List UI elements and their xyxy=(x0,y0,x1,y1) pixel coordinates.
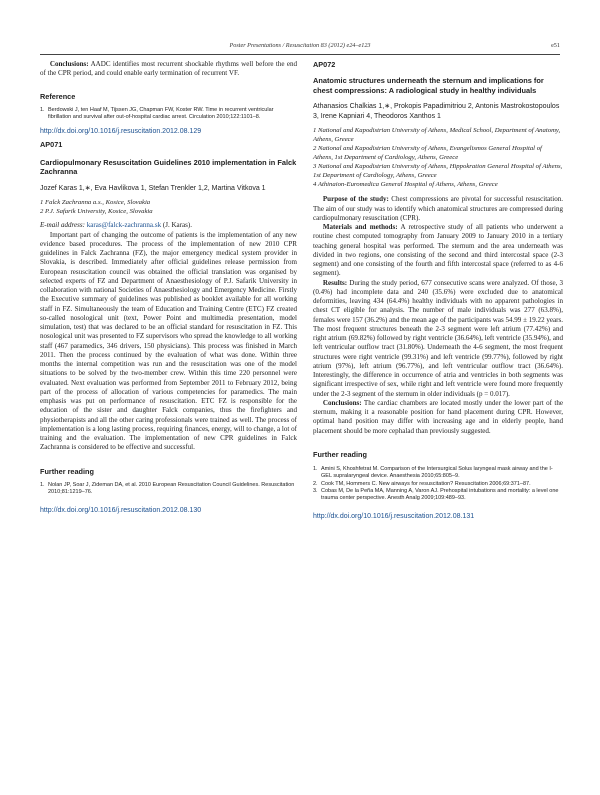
purpose-label: Purpose of the study: xyxy=(322,195,389,204)
further-reading-text: Amini S, Khoshfetrat M. Comparison of the Intersurgical Solus laryngeal mask airway and the I-GEL supralaryngeal device. Anaesthesia 2010;65:805–9. xyxy=(321,466,553,480)
conclusions-paragraph xyxy=(313,399,563,436)
results-label: Results: xyxy=(322,278,348,287)
header-rule xyxy=(40,54,560,55)
further-reading-text: Cook TM, Hommers C. New airways for resuscitation? Resuscitation 2006;69:371–87. xyxy=(321,480,531,487)
left-column xyxy=(40,58,297,516)
conclusions-label: Conclusions: xyxy=(322,398,362,407)
conclusions-text: The cardiac chambers are located mostly under the lower part of the sternum, making it a reasonable position for hand placement during CPR. However, optimal hand position may differ with increasing age and in elderly people, hand placement should be more cephalad than previously suggested. xyxy=(313,398,563,435)
right-column xyxy=(313,58,563,521)
abstract-title: Cardiopulmonary Resuscitation Guidelines 2010 implementation in Falck Zachranna xyxy=(40,157,297,177)
affiliation-3: 3 National and Kapodistrian University of Athens, Hippokration General Hospital of Athens, 1st Department of Cardiology, Athens, Greece xyxy=(313,163,563,180)
further-reading-heading: Further reading xyxy=(313,449,367,459)
purpose-paragraph xyxy=(313,195,563,223)
abstract-title: Anatomic structures underneath the sternum and implications for chest compressions: A radiological study in healthy individuals xyxy=(313,76,544,95)
affiliation-2: 2 P.J. Safarik University, Kosice, Slovakia xyxy=(40,208,153,216)
reference-text: Berdowski J, ten Haaf M, Tijssen JG, Chapman FW, Koster RW. Time in recurrent ventricular fibrillation and survival after out-of-hospital cardiac arrest. Circulation 2010;122:1101–8. xyxy=(48,106,274,120)
abstract-code: AP072 xyxy=(313,60,336,69)
email-address[interactable]: karas@falck-zachranna.sk xyxy=(86,221,162,230)
affiliation-2: 2 National and Kapodistrian University of Athens, Evangelismos General Hospital of Athens, 1st Department of Cardiology, Athens, Greece xyxy=(313,145,542,162)
further-reading-text: Nolan JP, Soar J, Zideman DA, et al. 2010 European Resuscitation Council Guidelines. Resuscitation 2010;81:1219–76. xyxy=(48,481,295,496)
doi-link[interactable]: http://dx.doi.org/10.1016/j.resuscitation.2012.08.129 xyxy=(40,128,202,136)
methods-label: Materials and methods: xyxy=(322,223,398,232)
further-reading-text: Cobas M, De la Peña MA, Manning A, Varon AJ. Prehospital intubations and mortality: a level one trauma center perspective. Anesth Analg 2009;109:489–93. xyxy=(321,487,559,501)
author-list: Jozef Karas 1,∗, Eva Havlikova 1, Stefan Trenkler 1,2, Martina Vitkova 1 xyxy=(40,184,266,192)
running-header xyxy=(40,42,560,54)
affiliation-1: 1 Falck Zachranna a.s., Kosice, Slovakia xyxy=(40,199,151,207)
affiliation-1: 1 National and Kapodistrian University of Athens, Medical School, Department of Anatomy, Athens, Greece xyxy=(313,127,561,144)
further-reading-item: 2. Cook TM, Hommers C. New airways for resuscitation? Resuscitation 2006;69:371–87. xyxy=(313,480,531,487)
doi-link[interactable]: http://dx.doi.org/10.1016/j.resuscitation.2012.08.130 xyxy=(40,507,202,515)
further-reading-heading: Further reading xyxy=(40,466,94,476)
conclusions-paragraph xyxy=(40,60,297,79)
further-reading-item: 1. Amini S, Khoshfetrat M. Comparison of the Intersurgical Solus laryngeal mask airway and the I-GEL supralaryngeal device. Anaesthesia 2010;65:805–9. xyxy=(313,466,563,480)
email-label: E-mail address: xyxy=(40,221,87,230)
affiliation-4: 4 Athinaion-Euromedica General Hospital of Athens, Athens, Greece xyxy=(313,181,498,189)
further-reading-item: 3. Cobas M, De la Peña MA, Manning A, Varon AJ. Prehospital intubations and mortality: a level one trauma center perspective. Anesth Analg 2009;109:489–93. xyxy=(313,488,563,502)
doi-link[interactable]: http://dx.doi.org/10.1016/j.resuscitation.2012.08.131 xyxy=(313,513,475,521)
email-line xyxy=(40,221,297,230)
results-text: During the study period, 677 consecutive scans were analyzed. Of those, 3 (0.4%) had incomplete data and 240 (35.6%) were excluded due to anatomical deformities, leaving 434 (64.4%) healthy individuals with no apparent pathologies in chest CT eligible for analysis. The number of male individuals was 277 (63.8%), females were 157 (36.2%) and the mean age of the participants was 54.99 ± 19.22 years. The most frequent structures beneath the 2-3 segment were left atrium (77.42%) and right atrium (69.82%) followed by right ventricle (36.64%), left ventricle (35.94%), and left ventricular outflow tract (31.80%). Underneath the 4-6 segment, the most frequent structures were right ventricle (99.31%) and left ventricle (99.77%), followed by right atrium (97%), left atrium (96.77%), and left ventricular outflow tract (36.64%). Interestingly, the difference in occurrence of atria and ventricles in both segments was significant irrespective of sex, while right and left ventricle were found more frequently under the 2-3 segment of the sternum in older individuals (p = 0.017). xyxy=(313,278,563,398)
reference-item: 1. Berdowski J, ten Haaf M, Tijssen JG, Chapman FW, Koster RW. Time in recurrent ventricular fibrillation and survival after out-of-hospital cardiac arrest. Circulation 2010;122:1101–8. xyxy=(40,107,297,121)
page-number: e51 xyxy=(551,42,560,49)
journal-citation: Poster Presentations / Resuscitation 83 (2012) e24–e123 xyxy=(229,42,371,49)
author-list: Athanasios Chalkias 1,∗, Prokopis Papadimitriou 2, Antonis Mastrokostopoulos 3, Irene Kapniari 4, Theodoros Xanthos 1 xyxy=(313,103,560,120)
abstract-code: AP071 xyxy=(40,140,63,150)
email-owner: (J. Karas). xyxy=(161,221,193,230)
conclusions-text: AADC identifies most recurrent shockable rhythms well before the end of the CPR period, and could enable early termination of recurrent VF. xyxy=(40,60,297,78)
methods-paragraph xyxy=(313,223,563,279)
purpose-text: Chest compressions are pivotal for successful resuscitation. The aim of our study was to identify which anatomical structures are compressed during cardiopulmonary resuscitation (CPR). xyxy=(313,195,563,222)
abstract-body: Important part of changing the outcome of patients is the implementation of any new evidence based procedures. The process of the implementation of new 2010 CPR guidelines in Falck Zachranna (FZ), the major emergency medical system provider in Slovakia, is described. Immediately after official guidelines release permission from European resuscitation council was obtained the official translation was organised by selected experts of FZ and Department of Anaesthesiology of P.J. Safarik University in collaboration with national Societies of Anaesthesiology and Emergency Medicine. Firstly the Executive summary of guidelines was published as booklet available for all working staff in FZ. Simultaneously the team of Education and Training Centre (ETC) FZ created so-called nosological unit (text, Power Point and multimedia presentation, model simulation, test) that was declared to be an official standard for resuscitation in FZ. This nosological unit was presented to FZ supervisors who spread the knowledge to all working staff (467 paramedics, 346 drivers, 150 physicians). This process was finished in March 2011. Then the process continued by the evaluation of what was done. Within three months the internal competition was run and the resuscitation was one of the model situations to be solved by the two-member crew. Within this time 220 personnel were evaluated. Next evaluation was performed from September 2011 to February 2012, being part of the process of allocation of various competencies for paramedics. The main emphasis was put on performance of resuscitation. ETC FZ is responsible for the education of the sister and daughter Falck companies, thus the firefighters and physiotherapists and all the other caring professionals were trained as well. The process of implementation is a long lasting process, requiring finances, energy, will to change, a lot of training and the evaluation. The implementation of new CPR guidelines in Falck Zachranna is considered to be effective and successful. xyxy=(40,230,297,452)
reference-heading: Reference xyxy=(40,91,76,101)
results-paragraph xyxy=(313,279,563,399)
methods-text: A retrospective study of all patients who underwent a routine chest computed tomography from January 2009 to January 2010 in a tertiary teaching general hospital was performed. The sternum and the area underneath was divided in two regions, one consisting of the second and third intercostal space (2-3 segment) and one consisting of the fourth and fifth intercostal space (referred to as 4-6 segment). xyxy=(313,223,563,278)
further-reading-item: 1. Nolan JP, Soar J, Zideman DA, et al. 2010 European Resuscitation Council Guidelines. Resuscitation 2010;81:1219–76. xyxy=(40,482,297,496)
conclusions-label: Conclusions: xyxy=(49,60,89,68)
